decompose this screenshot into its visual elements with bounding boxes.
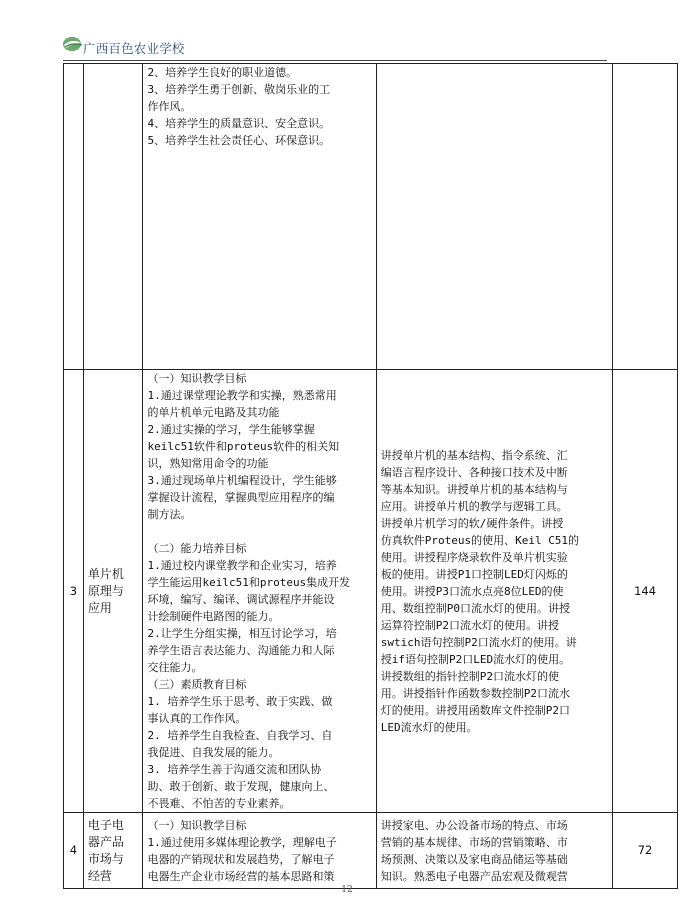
objective-line: （三）素质教育目标 (147, 678, 247, 691)
content-line: 编语言程序设计、各种接口技术及中断 (380, 465, 568, 479)
objective-line: 不畏难、不怕苦的专业素养。 (147, 797, 291, 810)
objective-line: 助、敢于创新、敢于发现，健康向上、 (147, 780, 335, 793)
objective-line: 4、培养学生的质量意识、安全意识。 (147, 117, 331, 130)
objective-line: 2. 培养学生自我检查、自我学习、自 (147, 729, 333, 742)
course-name-line: 市场与 (87, 851, 124, 866)
objective-line: 2.通过实操的学习，学生能够掌握 (147, 423, 315, 436)
objective-line (147, 523, 371, 540)
objective-line: 掌握设计流程，掌握典型应用程序的编 (147, 491, 335, 504)
teaching-objectives (143, 813, 376, 889)
content-line: 讲授数组的指针控制P2口流水灯的使 (380, 669, 559, 683)
objective-line: keilc51软件和proteus软件的相关知 (147, 440, 340, 453)
content-line: 等基本知识。讲授单片机的基本结构与 (380, 482, 568, 496)
header-divider (63, 60, 607, 61)
objective-line: 电器生产企业市场经营的基本思路和策 (147, 870, 335, 883)
objective-line: 2.让学生分组实操，相互讨论学习，培 (147, 627, 337, 640)
course-name (83, 64, 143, 370)
objective-line: 3. 培养学生善于沟通交流和团队协 (147, 763, 322, 776)
content-line: 讲授单片机学习的软/硬件条件。讲授 (380, 516, 564, 530)
objective-line: 电器的产销现状和发展趋势，了解电子 (147, 853, 335, 866)
content-line: 用、数组控制P0口流水灯的使用。讲授 (380, 601, 570, 615)
content-line: LED流水灯的使用。 (380, 720, 478, 734)
course-name-line: 原理与 (87, 583, 124, 598)
objective-line: 识，熟知常用命令的功能 (147, 457, 269, 470)
course-hours: 72 (613, 813, 678, 889)
course-name-line: 单片机 (87, 566, 124, 581)
objective-line: 作作风。 (147, 100, 192, 113)
school-name: 广西百色农业学校 (83, 41, 185, 56)
content-line: 使用。讲授程序烧录软件及单片机实验 (380, 550, 568, 564)
page-number: 12 (341, 885, 353, 895)
objective-line: （一）知识教学目标 (147, 819, 247, 832)
objective-line: 的单片机单元电路及其功能 (147, 406, 280, 419)
course-table (63, 63, 678, 889)
content-line: 使用。讲授P3口流水点亮8位LED的使 (380, 584, 564, 598)
objective-line: 2、培养学生良好的职业道德。 (147, 66, 298, 79)
course-name-line: 电子电 (87, 817, 124, 832)
objective-line: 3.通过现场单片机编程设计，学生能够 (147, 474, 337, 487)
course-name-line: 经营 (87, 868, 112, 883)
content-line: 讲授单片机的基本结构、指令系统、汇 (380, 448, 568, 462)
objective-line: 1.通过课堂理论教学和实操，熟悉常用 (147, 389, 337, 402)
objective-line: 1.通过校内课堂教学和企业实习，培养 (147, 559, 337, 572)
content-line: 营销的基本规律、市场的营销策略、市 (380, 836, 568, 849)
content-line: 仿真软件Proteus的使用、Keil C51的 (380, 533, 580, 547)
content-line: 用。讲授指针作函数参数控制P2口流水 (380, 686, 570, 700)
objective-line: （二）能力培养目标 (147, 542, 247, 555)
leaf-logo-icon (62, 34, 84, 54)
objective-line: 3、培养学生勇于创新、敬岗乐业的工 (147, 83, 331, 96)
content-line: 场预测、决策以及家电商品储运等基础 (380, 853, 568, 866)
table-row (64, 64, 678, 370)
content-line: 运算符控制P2口流水灯的使用。讲授 (380, 618, 559, 632)
course-index: 4 (64, 813, 84, 889)
course-name-line: 器产品 (87, 834, 124, 849)
table-row (64, 370, 678, 813)
objective-line: 交往能力。 (147, 661, 203, 674)
objective-line: 制方法。 (147, 508, 192, 521)
course-hours: 144 (613, 370, 678, 813)
teaching-content (376, 813, 612, 889)
course-name-line: 应用 (87, 600, 112, 615)
content-line: 板的使用。讲授P1口控制LED灯闪烁的 (380, 567, 568, 581)
table-row (64, 813, 678, 889)
content-line: 知识。熟悉电子电器产品宏观及微观营 (380, 870, 568, 883)
objective-line: 学生能运用keilc51和proteus集成开发 (147, 576, 351, 589)
content-line: 授if语句控制P2口LED流水灯的使用。 (380, 652, 571, 666)
course-index (64, 64, 84, 370)
objective-line: 事认真的工作作风。 (147, 712, 247, 725)
content-line: 讲授家电、办公设备市场的特点、市场 (380, 819, 568, 832)
course-name (83, 370, 143, 813)
objective-line: 我促进、自我发展的能力。 (147, 746, 280, 759)
teaching-objectives (143, 64, 376, 370)
objective-line: 环境，编写、编译、调试源程序并能设 (147, 593, 335, 606)
objective-line: （一）知识教学目标 (147, 372, 247, 385)
teaching-content (376, 64, 612, 370)
objective-line: 1.通过使用多媒体理论教学，理解电子 (147, 836, 337, 849)
course-hours (613, 64, 678, 370)
objective-line: 计绘制硬件电路图的能力。 (147, 610, 280, 623)
objective-line: 1. 培养学生乐于思考、敢于实践、做 (147, 695, 333, 708)
objective-line: 5、培养学生社会责任心、环保意识。 (147, 134, 331, 147)
course-name (83, 813, 143, 889)
teaching-content (376, 370, 612, 813)
content-line: 灯的使用。讲授用函数库文件控制P2口 (380, 703, 570, 717)
course-index: 3 (64, 370, 84, 813)
objective-line: 养学生语言表达能力、沟通能力和人际 (147, 644, 335, 657)
content-line: swtich语句控制P2口流水灯的使用。讲 (380, 635, 577, 649)
content-line: 应用。讲授单片机的教学与逻辑工具。 (380, 499, 568, 513)
teaching-objectives (143, 370, 376, 813)
